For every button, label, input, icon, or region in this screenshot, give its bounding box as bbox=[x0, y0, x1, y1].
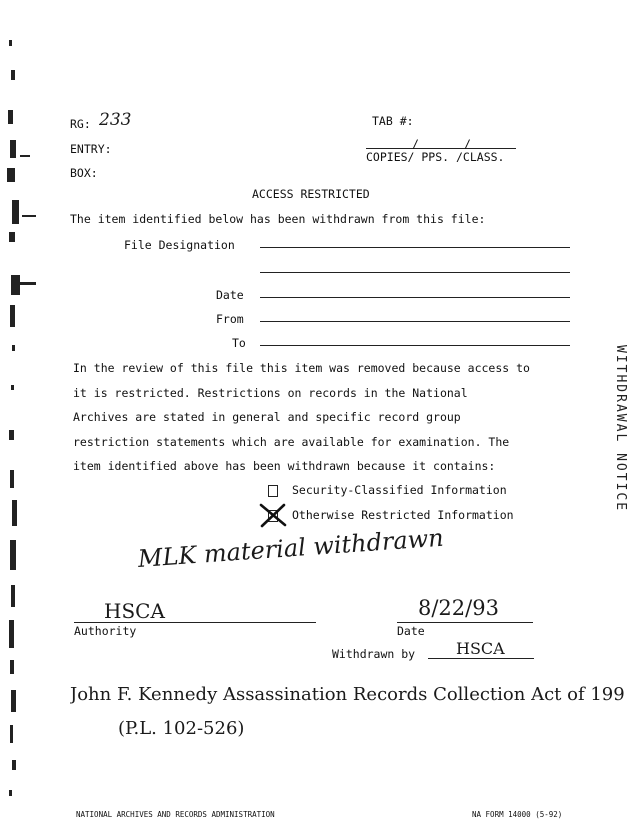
otherwise-restricted-label: Otherwise Restricted Information bbox=[292, 508, 514, 522]
copies-underline bbox=[366, 148, 516, 149]
form-title: ACCESS RESTRICTED bbox=[252, 187, 370, 201]
top-mark bbox=[318, 0, 396, 5]
withdrawn-by-value: HSCA bbox=[456, 639, 505, 658]
check-mark-icon bbox=[258, 502, 288, 528]
withdrawn-by-label: Withdrawn by bbox=[332, 647, 416, 661]
withdrawal-notice-side-label: WITHDRAWAL NOTICE bbox=[613, 345, 628, 513]
security-classified-checkbox[interactable] bbox=[268, 485, 278, 497]
paragraph-line: item identified above has been withdrawn because it contains: bbox=[73, 459, 496, 474]
date-signature-label: Date bbox=[397, 624, 425, 638]
copies-slash-2: / bbox=[464, 137, 471, 151]
file-designation-line-2 bbox=[260, 272, 570, 273]
authority-line bbox=[74, 622, 316, 623]
file-designation-line-1 bbox=[260, 247, 570, 248]
restriction-paragraph bbox=[73, 356, 573, 479]
withdrawn-by-line bbox=[428, 658, 534, 659]
rg-value: 233 bbox=[99, 110, 132, 130]
act-reference-line-1: John F. Kennedy Assassination Records Collection Act of 199 bbox=[70, 684, 625, 705]
box-label: BOX: bbox=[70, 166, 98, 180]
intro-text: The item identified below has been withdrawn from this file: bbox=[70, 212, 486, 226]
handwritten-note: MLK material withdrawn bbox=[137, 523, 445, 573]
from-label: From bbox=[216, 312, 244, 326]
entry-label: ENTRY: bbox=[70, 142, 112, 156]
security-classified-label: Security-Classified Information bbox=[292, 483, 507, 497]
footer-agency: NATIONAL ARCHIVES AND RECORDS ADMINISTRATION bbox=[76, 810, 275, 819]
tab-label: TAB #: bbox=[372, 114, 414, 128]
to-line bbox=[260, 345, 570, 346]
authority-value: HSCA bbox=[104, 599, 165, 623]
from-line bbox=[260, 321, 570, 322]
scan-edge-noise bbox=[0, 0, 40, 826]
date-value: 8/22/93 bbox=[418, 596, 499, 620]
copies-slash-1: / bbox=[412, 137, 419, 151]
file-designation-label: File Designation bbox=[124, 238, 235, 252]
date-line bbox=[260, 297, 570, 298]
date-label: Date bbox=[216, 288, 244, 302]
date-signature-line bbox=[397, 622, 533, 623]
rg-label: RG: bbox=[70, 117, 91, 131]
paragraph-line: In the review of this file this item was removed because access to bbox=[73, 361, 530, 375]
authority-label: Authority bbox=[74, 624, 137, 638]
footer-form-number: NA FORM 14000 (5-92) bbox=[472, 810, 563, 819]
act-reference-line-2: (P.L. 102-526) bbox=[118, 718, 245, 739]
paragraph-line: it is restricted. Restrictions on records in the National bbox=[73, 385, 468, 400]
copies-label: COPIES/ PPS. /CLASS. bbox=[366, 150, 505, 164]
to-label: To bbox=[232, 336, 246, 350]
paragraph-line: restriction statements which are available for examination. The bbox=[73, 434, 510, 449]
paragraph-line: Archives are stated in general and specific record group bbox=[73, 410, 461, 425]
